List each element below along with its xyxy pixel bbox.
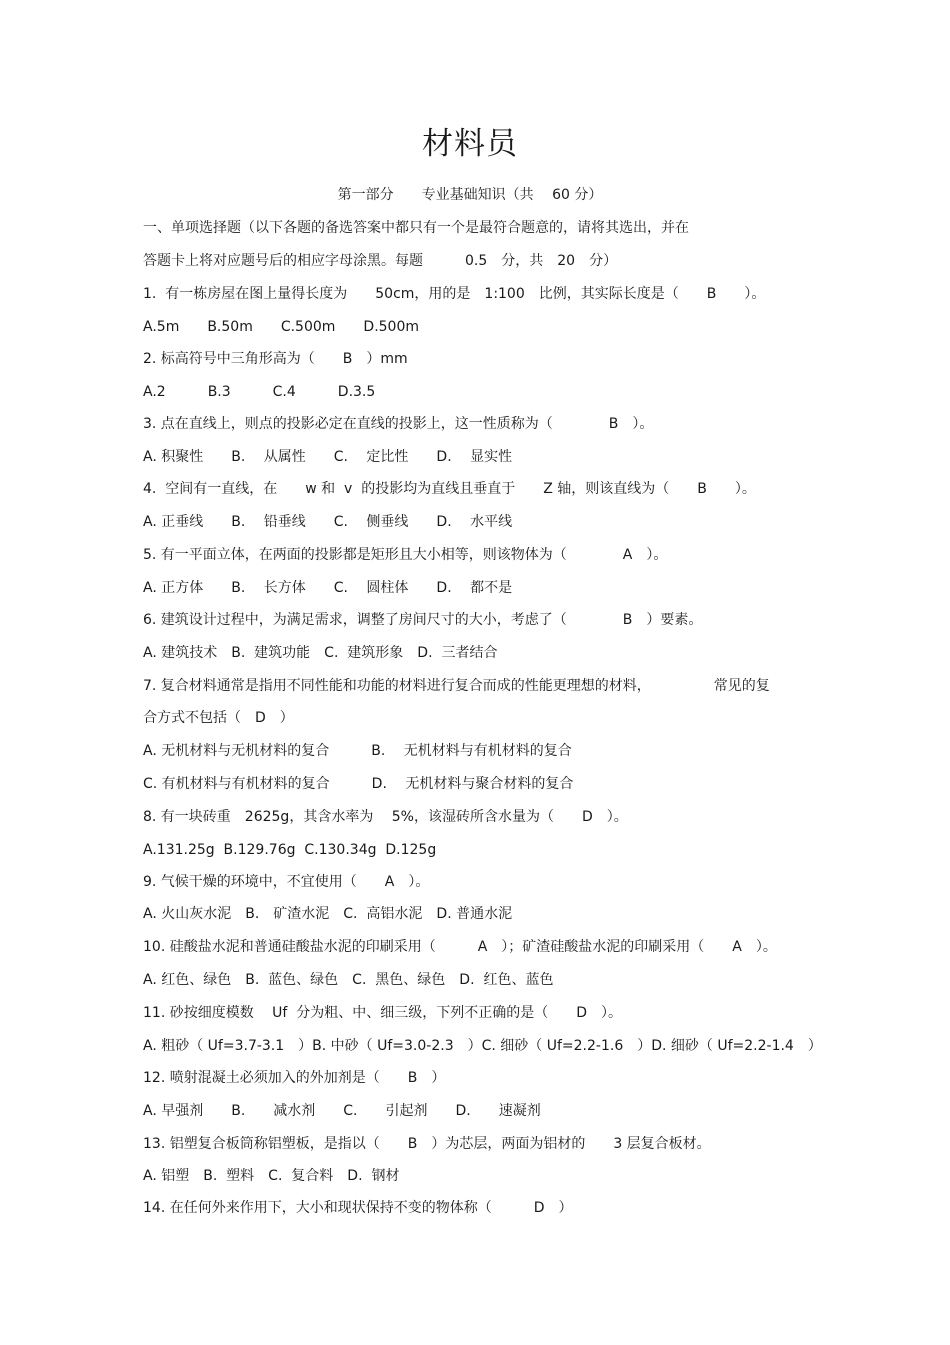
- question-3: 3. 点在直线上，则点的投影必定在直线的投影上，这一性质称为（ B ）。: [143, 416, 654, 432]
- question-10-options: A. 红色、绿色 B. 蓝色、绿色 C. 黑色、绿色 D. 红色、蓝色: [143, 972, 554, 988]
- instruction-line-2: 答题卡上将对应题号后的相应字母涂黑。每题 0.5 分，共 20 分）: [143, 253, 618, 269]
- question-14: 14. 在任何外来作用下，大小和现状保持不变的物体称（ D ）: [143, 1200, 573, 1216]
- question-5-options: A. 正方体 B. 长方体 C. 圆柱体 D. 都不是: [143, 580, 513, 596]
- question-7-line-1: 7. 复合材料通常是指用不同性能和功能的材料进行复合而成的性能更理想的材料， 常见的复: [143, 678, 770, 694]
- question-12-options: A. 早强剂 B. 减水剂 C. 引起剂 D. 速凝剂: [143, 1103, 541, 1119]
- question-13-options: A. 铝塑 B. 塑料 C. 复合料 D. 钢材: [143, 1168, 400, 1184]
- section-heading: 第一部分 专业基础知识（共 60 分）: [337, 187, 603, 203]
- question-8: 8. 有一块砖重 2625g，其含水率为 5%，该湿砖所含水量为（ D ）。: [143, 809, 628, 825]
- question-12: 12. 喷射混凝土必须加入的外加剂是（ B ）: [143, 1070, 446, 1086]
- question-9-options: A. 火山灰水泥 B. 矿渣水泥 C. 高铝水泥 D. 普通水泥: [143, 906, 513, 922]
- question-11-options: A. 粗砂（ Uf=3.7-3.1 ）B. 中砂（ Uf=3.0-2.3 ）C. 细砂（ Uf=2.2-1.6 ）D. 细砂（ Uf=2.2-1.4 ）: [143, 1038, 822, 1054]
- question-4-options: A. 正垂线 B. 铅垂线 C. 侧垂线 D. 水平线: [143, 514, 513, 530]
- question-2: 2. 标高符号中三角形高为（ B ）mm: [143, 351, 408, 367]
- question-7-options-cd: C. 有机材料与有机材料的复合 D. 无机材料与聚合材料的复合: [143, 776, 574, 792]
- question-6: 6. 建筑设计过程中，为满足需求，调整了房间尺寸的大小，考虑了（ B ）要素。: [143, 612, 703, 628]
- question-8-options: A.131.25g B.129.76g C.130.34g D.125g: [143, 842, 437, 858]
- document-title: 材料员: [422, 126, 518, 162]
- question-1: 1. 有一栋房屋在图上量得长度为 50cm，用的是 1:100 比例，其实际长度是（ B ）。: [143, 286, 766, 302]
- question-7-options-ab: A. 无机材料与无机材料的复合 B. 无机材料与有机材料的复合: [143, 743, 572, 759]
- question-3-options: A. 积聚性 B. 从属性 C. 定比性 D. 显实性: [143, 449, 513, 465]
- question-10: 10. 硅酸盐水泥和普通硅酸盐水泥的印刷采用（ A ）；矿渣硅酸盐水泥的印刷采用（ A ）。: [143, 939, 777, 955]
- question-5: 5. 有一平面立体，在两面的投影都是矩形且大小相等，则该物体为（ A ）。: [143, 547, 668, 563]
- question-9: 9. 气候干燥的环境中，不宜使用（ A ）。: [143, 874, 430, 890]
- question-1-options: A.5m B.50m C.500m D.500m: [143, 319, 420, 335]
- question-4: 4. 空间有一直线，在 w 和 v 的投影均为直线且垂直于 Z 轴，则该直线为（ B ）。: [143, 481, 756, 497]
- question-13: 13. 铝塑复合板筒称铝塑板，是指以（ B ）为芯层，两面为铝材的 3 层复合板材。: [143, 1136, 711, 1152]
- question-11: 11. 砂按细度模数 Uf 分为粗、中、细三级，下列不正确的是（ D ）。: [143, 1005, 623, 1021]
- question-6-options: A. 建筑技术 B. 建筑功能 C. 建筑形象 D. 三者结合: [143, 645, 498, 661]
- question-7-line-2: 合方式不包括（ D ）: [143, 710, 294, 726]
- question-2-options: A.2 B.3 C.4 D.3.5: [143, 384, 376, 400]
- instruction-line-1: 一、单项选择题（以下各题的备选答案中都只有一个是最符合题意的，请将其选出，并在: [143, 220, 689, 236]
